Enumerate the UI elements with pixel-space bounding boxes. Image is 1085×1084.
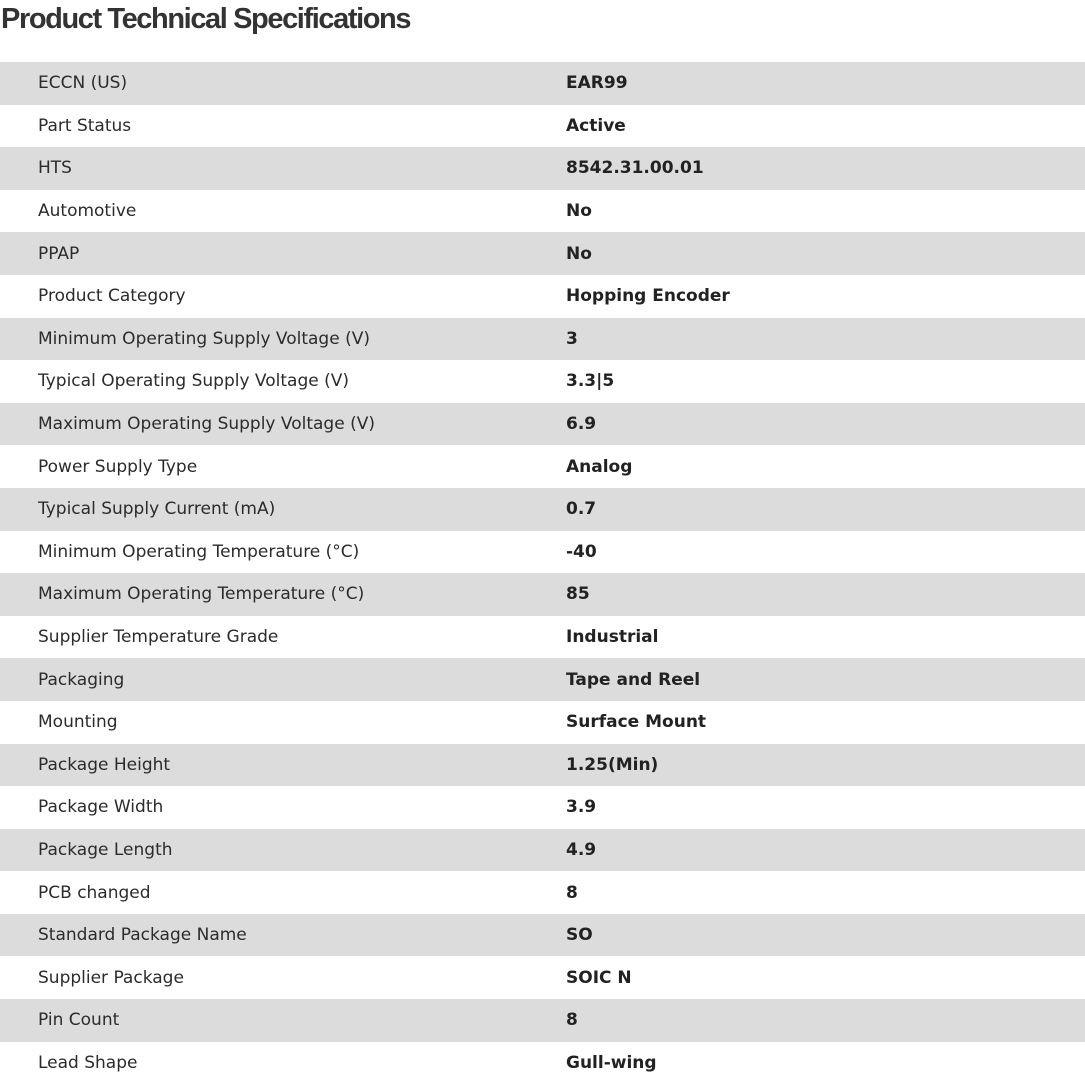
spec-label: Packaging (38, 669, 125, 690)
spec-value: 3.3|5 (566, 371, 615, 392)
spec-row (0, 701, 1085, 744)
spec-row (0, 786, 1085, 829)
spec-value: 0.7 (566, 499, 597, 520)
spec-label: Typical Operating Supply Voltage (V) (38, 371, 349, 392)
spec-label: Mounting (38, 712, 118, 733)
spec-row (0, 744, 1085, 787)
spec-value: No (566, 201, 592, 222)
spec-row (0, 658, 1085, 701)
spec-label: Supplier Temperature Grade (38, 627, 279, 648)
spec-label: Minimum Operating Temperature (°C) (38, 541, 360, 562)
spec-label: Package Height (38, 754, 171, 775)
spec-value: -40 (566, 541, 597, 562)
spec-value: SOIC N (566, 967, 632, 988)
spec-label: Package Length (38, 839, 173, 860)
spec-row (0, 488, 1085, 531)
spec-row (0, 1042, 1085, 1084)
spec-label: PPAP (38, 243, 80, 264)
spec-row (0, 914, 1085, 957)
spec-row (0, 190, 1085, 233)
spec-value: 6.9 (566, 414, 597, 435)
spec-row (0, 147, 1085, 190)
spec-row (0, 573, 1085, 616)
spec-value: Tape and Reel (566, 669, 701, 690)
spec-row (0, 232, 1085, 275)
spec-value: 1.25(Min) (566, 754, 659, 775)
spec-row (0, 956, 1085, 999)
spec-value: EAR99 (566, 73, 628, 94)
spec-row (0, 871, 1085, 914)
spec-value: 3 (566, 328, 578, 349)
spec-value: Gull-wing (566, 1052, 657, 1073)
spec-value: Analog (566, 456, 633, 477)
spec-value: 8 (566, 882, 578, 903)
spec-row (0, 531, 1085, 574)
spec-row (0, 360, 1085, 403)
spec-label: ECCN (US) (38, 73, 128, 94)
spec-value: 3.9 (566, 797, 597, 818)
spec-value: Hopping Encoder (566, 286, 730, 307)
spec-label: Automotive (38, 201, 137, 222)
spec-label: HTS (38, 158, 72, 179)
spec-row (0, 445, 1085, 488)
spec-value: Active (566, 115, 626, 136)
spec-value: Surface Mount (566, 712, 707, 733)
spec-row (0, 105, 1085, 148)
spec-label: Pin Count (38, 1010, 120, 1031)
spec-label: Maximum Operating Supply Voltage (V) (38, 414, 375, 435)
spec-label: Power Supply Type (38, 456, 198, 477)
spec-label: Maximum Operating Temperature (°C) (38, 584, 365, 605)
spec-label: Lead Shape (38, 1052, 138, 1073)
page-title: Product Technical Specifications (1, 3, 411, 35)
spec-row (0, 999, 1085, 1042)
spec-row (0, 616, 1085, 659)
spec-value: No (566, 243, 592, 264)
spec-label: PCB changed (38, 882, 151, 903)
spec-value: 8 (566, 1010, 578, 1031)
spec-value: 8542.31.00.01 (566, 158, 704, 179)
spec-value: SO (566, 925, 593, 946)
spec-row (0, 829, 1085, 872)
spec-value: 4.9 (566, 839, 597, 860)
spec-row (0, 62, 1085, 105)
spec-value: Industrial (566, 627, 659, 648)
spec-label: Part Status (38, 115, 132, 136)
spec-label: Minimum Operating Supply Voltage (V) (38, 328, 370, 349)
spec-label: Product Category (38, 286, 186, 307)
spec-row (0, 403, 1085, 446)
spec-value: 85 (566, 584, 590, 605)
spec-table (0, 62, 1085, 1084)
spec-label: Standard Package Name (38, 925, 247, 946)
spec-row (0, 318, 1085, 361)
spec-label: Package Width (38, 797, 164, 818)
spec-label: Supplier Package (38, 967, 184, 988)
spec-row (0, 275, 1085, 318)
spec-label: Typical Supply Current (mA) (38, 499, 276, 520)
